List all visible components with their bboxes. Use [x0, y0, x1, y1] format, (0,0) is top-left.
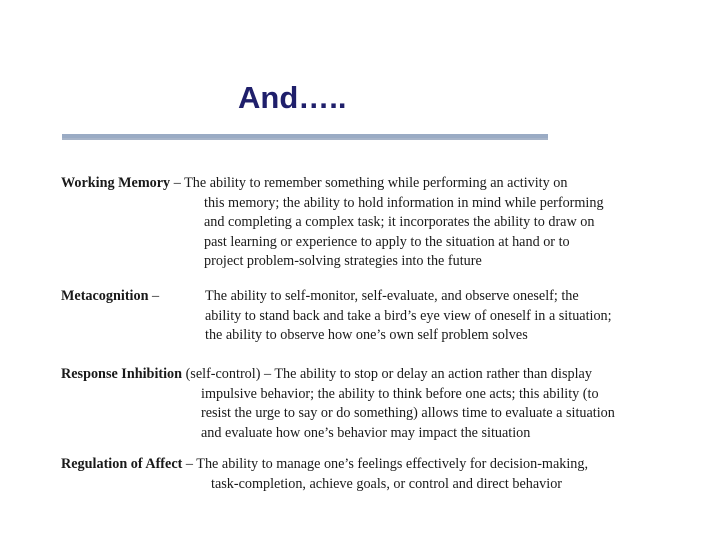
definition-text: the ability to observe how one’s own self problem solves	[205, 327, 528, 343]
definition-text: past learning or experience to apply to the situation at hand or to	[204, 233, 570, 250]
definition-first-line	[61, 455, 691, 475]
definition-text: task-completion, achieve goals, or control and direct behavior	[211, 475, 563, 492]
definition-text: impulsive behavior; the ability to think before one acts; this ability (to	[201, 385, 599, 402]
definition-first-line	[61, 287, 691, 307]
definition-term: Metacognition	[61, 288, 149, 304]
definition-text: ability to stand back and take a bird’s eye view of oneself in a situation;	[205, 307, 612, 324]
definition-regulation-of-affect	[61, 455, 691, 494]
definition-text: this memory; the ability to hold information in mind while performing	[204, 194, 604, 211]
definition-first-line	[61, 174, 691, 194]
definition-text: resist the urge to say or do something) allows time to evaluate a situation	[201, 405, 615, 421]
definition-working-memory	[61, 174, 691, 272]
definition-term: Working Memory	[61, 175, 171, 191]
definition-separator: –	[148, 288, 160, 304]
definition-term-column	[61, 287, 205, 307]
definition-text: The ability to stop or delay an action rather than display	[274, 366, 592, 382]
definition-text: The ability to remember something while performing an activity on	[184, 175, 568, 191]
definition-text: project problem-solving strategies into the future	[204, 253, 482, 269]
definition-first-line	[61, 365, 691, 385]
definition-text: and completing a complex task; it incorporates the ability to draw on	[204, 214, 595, 230]
definition-text: and evaluate how one’s behavior may impact the situation	[201, 424, 531, 441]
definition-text: The ability to manage one’s feelings effectively for decision-making,	[196, 456, 589, 472]
definition-term: Response Inhibition	[61, 366, 183, 382]
definition-text: The ability to self-monitor, self-evaluate, and observe oneself; the	[205, 288, 579, 304]
title-underline	[62, 134, 548, 138]
definition-term: Regulation of Affect	[61, 456, 183, 472]
definition-separator: –	[182, 456, 197, 472]
slide-title: And…..	[238, 80, 347, 115]
definition-separator: –	[170, 175, 185, 191]
definition-response-inhibition	[61, 365, 691, 443]
definition-separator: (self-control) –	[182, 366, 275, 382]
definition-metacognition	[61, 287, 691, 346]
